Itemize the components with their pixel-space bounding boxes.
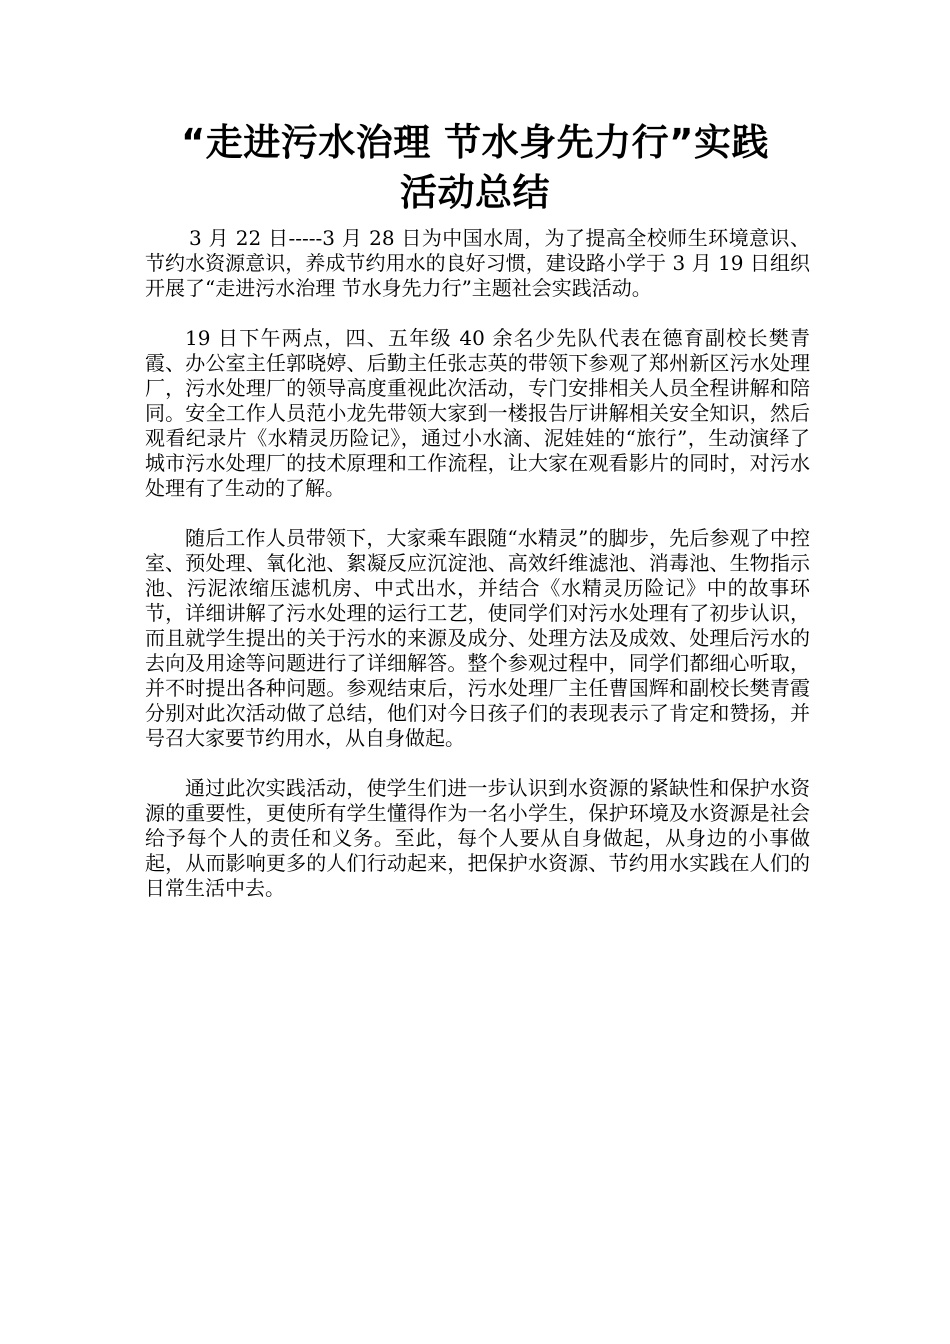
paragraph-spacer [145,301,810,326]
paragraph-intro: 3 月 22 日-----3 月 28 日为中国水周，为了提高全校师生环境意识、节约水资源意识，养成节约用水的良好习惯，建设路小学于 3 月 19 日组织开展了“走进污水治理 节水身先力行”主题社会实践活动。 [145,226,810,300]
document-body [145,226,810,901]
document-title-line-1: “走进污水治理 节水身先力行”实践 [180,121,769,164]
paragraph-spacer [145,501,810,526]
paragraph-conclusion: 通过此次实践活动，使学生们进一步认识到水资源的紧缺性和保护水资源的重要性，更使所有学生懂得作为一名小学生，保护环境及水资源是社会给予每个人的责任和义务。至此，每个人要从自身做起，从身边的小事做起，从而影响更多的人们行动起来，把保护水资源、节约用水实践在人们的日常生活中去。 [145,776,810,900]
paragraph-tour: 随后工作人员带领下，大家乘车跟随“水精灵”的脚步，先后参观了中控室、预处理、氧化池、絮凝反应沉淀池、高效纤维滤池、消毒池、生物指示池、污泥浓缩压滤机房、中式出水，并结合《水精灵历险记》中的故事环节，详细讲解了污水处理的运行工艺，使同学们对污水处理有了初步认识，而且就学生提出的关于污水的来源及成分、处理方法及成效、处理后污水的去向及用途等问题进行了详细解答。整个参观过程中，同学们都细心听取，并不时提出各种问题。参观结束后，污水处理厂主任曹国辉和副校长樊青霞分别对此次活动做了总结，他们对今日孩子们的表现表示了肯定和赞扬，并号召大家要节约用水，从自身做起。 [145,526,810,750]
document-title [120,118,830,218]
paragraph-visit: 19 日下午两点，四、五年级 40 余名少先队代表在德育副校长樊青霞、办公室主任郭晓婷、后勤主任张志英的带领下参观了郑州新区污水处理厂，污水处理厂的领导高度重视此次活动，专门安排相关人员全程讲解和陪同。安全工作人员范小龙先带领大家到一楼报告厅讲解相关安全知识，然后观看纪录片《水精灵历险记》，通过小水滴、泥娃娃的“旅行”，生动演绎了城市污水处理厂的技术原理和工作流程，让大家在观看影片的同时，对污水处理有了生动的了解。 [145,326,810,500]
document-title-line-2: 活动总结 [400,171,550,214]
paragraph-spacer [145,751,810,776]
